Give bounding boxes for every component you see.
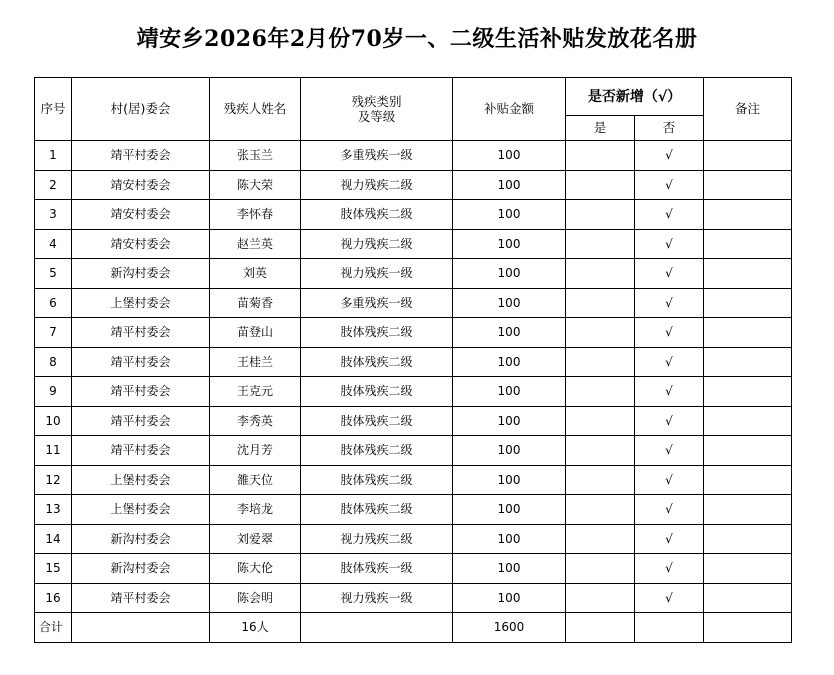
- cell-name: 陈大荣: [210, 170, 301, 200]
- cell-committee: 上堡村委会: [72, 465, 210, 495]
- cell-remarks: [704, 495, 792, 525]
- cell-is-new-no: √: [635, 406, 704, 436]
- total-category: [301, 613, 453, 643]
- header-category: [301, 78, 453, 141]
- cell-is-new-no: √: [635, 229, 704, 259]
- cell-remarks: [704, 170, 792, 200]
- cell-remarks: [704, 524, 792, 554]
- table-row: [35, 259, 792, 289]
- cell-remarks: [704, 583, 792, 613]
- cell-amount: 100: [453, 259, 566, 289]
- cell-index: 16: [35, 583, 72, 613]
- cell-is-new-yes: [566, 259, 635, 289]
- cell-category: 肢体残疾二级: [301, 377, 453, 407]
- cell-amount: 100: [453, 436, 566, 466]
- table-row: [35, 554, 792, 584]
- cell-is-new-no: √: [635, 288, 704, 318]
- table-row: [35, 200, 792, 230]
- header-name: 残疾人姓名: [210, 78, 301, 141]
- cell-amount: 100: [453, 170, 566, 200]
- cell-category: 视力残疾一级: [301, 583, 453, 613]
- cell-index: 3: [35, 200, 72, 230]
- cell-committee: 新沟村委会: [72, 554, 210, 584]
- cell-is-new-yes: [566, 465, 635, 495]
- cell-remarks: [704, 436, 792, 466]
- cell-name: 苗登山: [210, 318, 301, 348]
- cell-category: 视力残疾二级: [301, 170, 453, 200]
- cell-index: 7: [35, 318, 72, 348]
- cell-is-new-no: √: [635, 170, 704, 200]
- cell-index: 4: [35, 229, 72, 259]
- table-row: [35, 524, 792, 554]
- table-row: [35, 229, 792, 259]
- cell-is-new-no: √: [635, 583, 704, 613]
- cell-name: 王克元: [210, 377, 301, 407]
- cell-remarks: [704, 200, 792, 230]
- table-row: [35, 465, 792, 495]
- cell-category: 肢体残疾二级: [301, 406, 453, 436]
- header-yes: 是: [566, 116, 635, 141]
- cell-remarks: [704, 377, 792, 407]
- table-row: [35, 170, 792, 200]
- cell-is-new-yes: [566, 583, 635, 613]
- cell-remarks: [704, 554, 792, 584]
- cell-index: 13: [35, 495, 72, 525]
- header-index: 序号: [35, 78, 72, 141]
- cell-amount: 100: [453, 318, 566, 348]
- cell-category: 视力残疾二级: [301, 524, 453, 554]
- cell-is-new-yes: [566, 406, 635, 436]
- cell-index: 11: [35, 436, 72, 466]
- cell-is-new-yes: [566, 495, 635, 525]
- total-yes: [566, 613, 635, 643]
- cell-name: 刘爱翠: [210, 524, 301, 554]
- cell-index: 6: [35, 288, 72, 318]
- total-no: [635, 613, 704, 643]
- cell-name: 刘英: [210, 259, 301, 289]
- cell-remarks: [704, 259, 792, 289]
- cell-index: 5: [35, 259, 72, 289]
- cell-index: 1: [35, 141, 72, 171]
- cell-amount: 100: [453, 377, 566, 407]
- cell-index: 12: [35, 465, 72, 495]
- header-remarks: 备注: [704, 78, 792, 141]
- cell-committee: 靖平村委会: [72, 377, 210, 407]
- cell-committee: 新沟村委会: [72, 524, 210, 554]
- cell-committee: 靖平村委会: [72, 347, 210, 377]
- cell-is-new-yes: [566, 347, 635, 377]
- header-no: 否: [635, 116, 704, 141]
- cell-category: 肢体残疾二级: [301, 465, 453, 495]
- cell-committee: 靖平村委会: [72, 318, 210, 348]
- cell-amount: 100: [453, 406, 566, 436]
- cell-is-new-no: √: [635, 495, 704, 525]
- cell-is-new-yes: [566, 436, 635, 466]
- cell-is-new-yes: [566, 200, 635, 230]
- total-committee: [72, 613, 210, 643]
- table-row: [35, 583, 792, 613]
- cell-is-new-no: √: [635, 259, 704, 289]
- total-row: [35, 613, 792, 643]
- cell-name: 赵兰英: [210, 229, 301, 259]
- cell-index: 2: [35, 170, 72, 200]
- header-committee: 村(居)委会: [72, 78, 210, 141]
- cell-index: 10: [35, 406, 72, 436]
- total-amount: 1600: [453, 613, 566, 643]
- cell-committee: 靖平村委会: [72, 141, 210, 171]
- cell-remarks: [704, 406, 792, 436]
- cell-is-new-no: √: [635, 436, 704, 466]
- cell-amount: 100: [453, 200, 566, 230]
- cell-committee: 靖安村委会: [72, 229, 210, 259]
- total-remarks: [704, 613, 792, 643]
- total-count: 16人: [210, 613, 301, 643]
- cell-is-new-no: √: [635, 347, 704, 377]
- cell-committee: 靖安村委会: [72, 170, 210, 200]
- cell-is-new-yes: [566, 524, 635, 554]
- cell-is-new-no: √: [635, 465, 704, 495]
- cell-remarks: [704, 141, 792, 171]
- header-row: [35, 78, 792, 116]
- cell-is-new-yes: [566, 288, 635, 318]
- cell-category: 视力残疾一级: [301, 259, 453, 289]
- cell-committee: 上堡村委会: [72, 288, 210, 318]
- cell-name: 王桂兰: [210, 347, 301, 377]
- cell-name: 沈月芳: [210, 436, 301, 466]
- cell-is-new-yes: [566, 229, 635, 259]
- cell-amount: 100: [453, 141, 566, 171]
- cell-category: 多重残疾一级: [301, 141, 453, 171]
- cell-committee: 靖平村委会: [72, 583, 210, 613]
- cell-is-new-no: √: [635, 318, 704, 348]
- cell-is-new-yes: [566, 318, 635, 348]
- table-row: [35, 347, 792, 377]
- cell-is-new-yes: [566, 170, 635, 200]
- cell-committee: 新沟村委会: [72, 259, 210, 289]
- cell-is-new-yes: [566, 377, 635, 407]
- cell-amount: 100: [453, 229, 566, 259]
- cell-category: 肢体残疾二级: [301, 347, 453, 377]
- cell-category: 肢体残疾二级: [301, 318, 453, 348]
- cell-amount: 100: [453, 288, 566, 318]
- cell-name: 苗菊香: [210, 288, 301, 318]
- cell-remarks: [704, 288, 792, 318]
- cell-category: 肢体残疾二级: [301, 436, 453, 466]
- header-category-line1: 残疾类别: [351, 94, 402, 109]
- cell-name: 李秀英: [210, 406, 301, 436]
- cell-name: 陈会明: [210, 583, 301, 613]
- cell-index: 8: [35, 347, 72, 377]
- cell-index: 14: [35, 524, 72, 554]
- cell-category: 多重残疾一级: [301, 288, 453, 318]
- subsidy-roster-table: [34, 77, 792, 643]
- table-row: [35, 495, 792, 525]
- table-row: [35, 141, 792, 171]
- cell-is-new-no: √: [635, 524, 704, 554]
- cell-is-new-no: √: [635, 377, 704, 407]
- cell-remarks: [704, 347, 792, 377]
- cell-category: 肢体残疾二级: [301, 200, 453, 230]
- cell-name: 李培龙: [210, 495, 301, 525]
- cell-committee: 上堡村委会: [72, 495, 210, 525]
- cell-category: 视力残疾二级: [301, 229, 453, 259]
- table-row: [35, 318, 792, 348]
- cell-is-new-no: √: [635, 554, 704, 584]
- cell-index: 9: [35, 377, 72, 407]
- table-row: [35, 436, 792, 466]
- cell-committee: 靖安村委会: [72, 200, 210, 230]
- cell-is-new-no: √: [635, 200, 704, 230]
- roster-body: [35, 141, 792, 613]
- page-title: 靖安乡2026年2月份70岁一、二级生活补贴发放花名册: [136, 26, 698, 52]
- cell-amount: 100: [453, 524, 566, 554]
- cell-amount: 100: [453, 554, 566, 584]
- cell-category: 肢体残疾一级: [301, 554, 453, 584]
- cell-remarks: [704, 318, 792, 348]
- cell-remarks: [704, 465, 792, 495]
- cell-is-new-yes: [566, 141, 635, 171]
- cell-category: 肢体残疾二级: [301, 495, 453, 525]
- cell-name: 张玉兰: [210, 141, 301, 171]
- cell-amount: 100: [453, 347, 566, 377]
- cell-is-new-no: √: [635, 141, 704, 171]
- cell-remarks: [704, 229, 792, 259]
- cell-index: 15: [35, 554, 72, 584]
- total-label: 合计: [35, 613, 72, 643]
- header-category-line2: 及等级: [357, 109, 396, 124]
- cell-amount: 100: [453, 465, 566, 495]
- table-row: [35, 288, 792, 318]
- cell-amount: 100: [453, 495, 566, 525]
- cell-name: 陈大伦: [210, 554, 301, 584]
- table-row: [35, 406, 792, 436]
- cell-is-new-yes: [566, 554, 635, 584]
- table-row: [35, 377, 792, 407]
- cell-name: 李怀春: [210, 200, 301, 230]
- cell-amount: 100: [453, 583, 566, 613]
- cell-committee: 靖平村委会: [72, 436, 210, 466]
- header-is-new: 是否新增（√）: [566, 78, 704, 116]
- cell-committee: 靖平村委会: [72, 406, 210, 436]
- cell-name: 雒天位: [210, 465, 301, 495]
- header-amount: 补贴金额: [453, 78, 566, 141]
